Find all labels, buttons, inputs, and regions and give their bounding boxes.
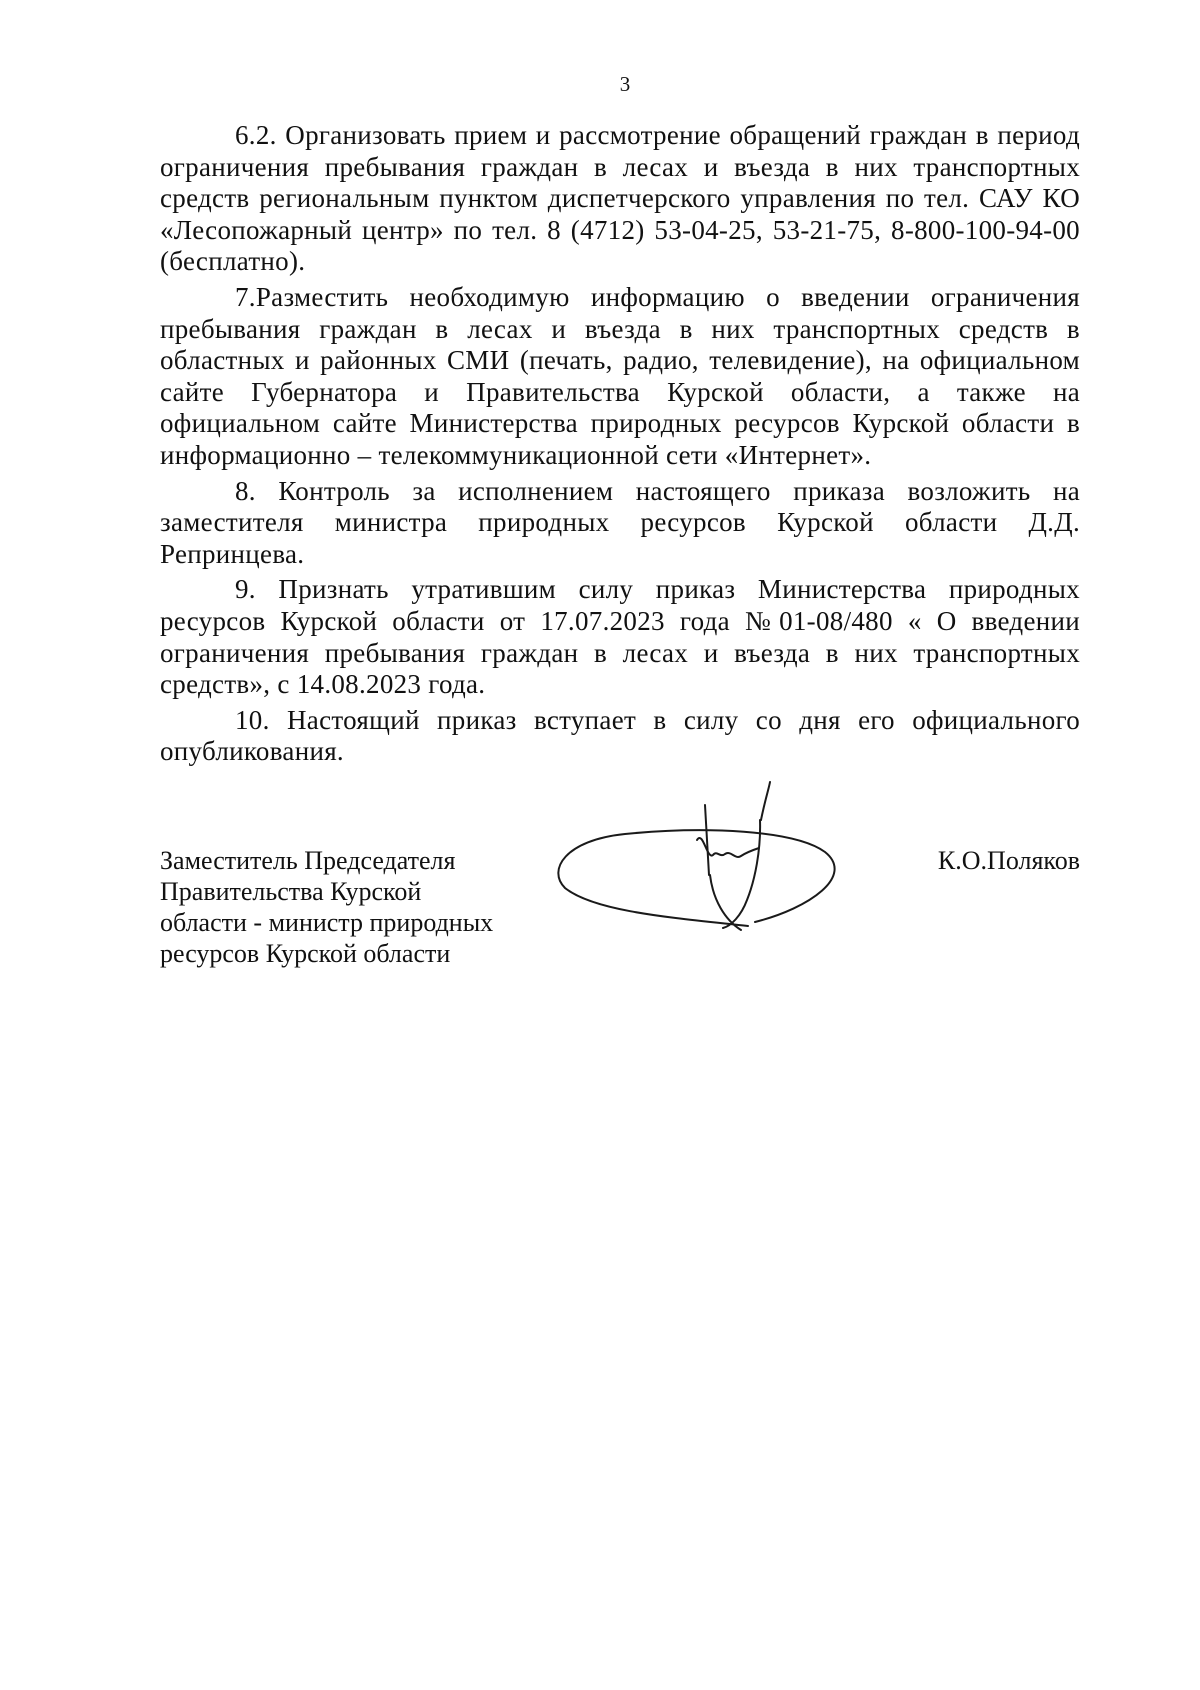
signer-title-line: Правительства Курской — [160, 877, 422, 906]
page-number: 3 — [619, 72, 631, 96]
signer-name: К.О.Поляков — [937, 846, 1080, 875]
signature-block — [160, 845, 1080, 985]
paragraph-8: 8. Контроль за исполнением настоящего приказа возложить на заместителя министра природных ресурсов Курской области Д.Д. Репринцева. — [160, 475, 1080, 569]
signer-title-line: области - министр природных — [160, 908, 494, 937]
paragraph-10: 10. Настоящий приказ вступает в силу со дня его официального опубликования. — [160, 704, 1080, 767]
signer-title-line: ресурсов Курской области — [160, 939, 451, 968]
paragraph-9: 9. Признать утратившим силу приказ Министерства природных ресурсов Курской области от 17.07.2023 года №01-08/480 « О введении ограничения пребывания граждан в лесах и въезда в них транспортных средств», с 14.08.2023 года. — [160, 574, 1080, 700]
paragraph-7: 7.Разместить необходимую информацию о введении ограничения пребывания граждан в лесах и въезда в них транспортных средств в областных и районных СМИ (печать, радио, телевидение), на официальном сайте Губернатора и Правительства Курской области, а также на официальном сайте Министерства природных ресурсов Курской области в информационно – телекоммуникационной сети «Интернет». — [160, 281, 1080, 470]
document-body — [160, 120, 1080, 772]
paragraph-6-2: 6.2. Организовать прием и рассмотрение обращений граждан в период ограничения пребывания граждан в лесах и въезда в них транспортных средств региональным пунктом диспетчерского управления по тел. САУ КО «Лесопожарный центр» по тел. 8 (4712) 53-04-25, 53-21-75, 8-800-100-94-00 (бесплатно). — [160, 120, 1080, 277]
signer-title-line: Заместитель Председателя — [160, 846, 456, 875]
